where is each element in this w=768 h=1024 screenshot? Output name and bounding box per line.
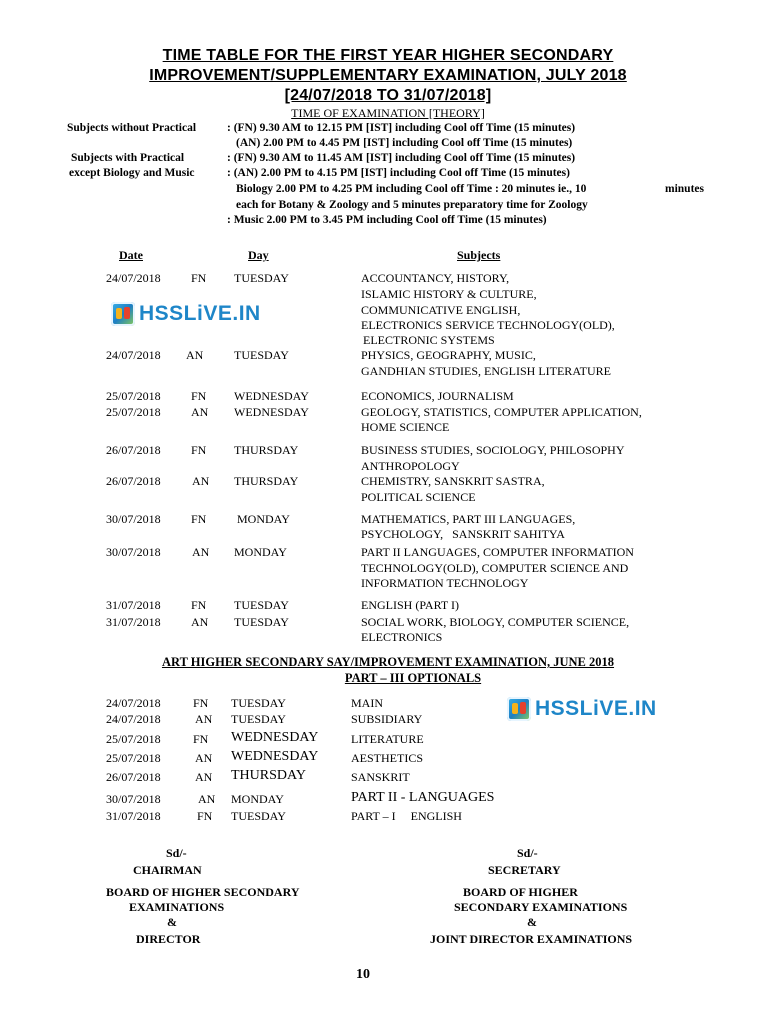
- row-date: 24/07/2018: [106, 271, 161, 285]
- biology-timing: Biology 2.00 PM to 4.25 PM including Cool off Time : 20 minutes ie., 10: [236, 183, 587, 195]
- art-section-subheading: PART – III OPTIONALS: [344, 671, 482, 685]
- music-timing: : Music 2.00 PM to 3.45 PM including Cool off Time (15 minutes): [227, 214, 547, 226]
- row-session: AN: [192, 474, 210, 488]
- row-subject-line: ELECTRONIC SYSTEMS: [363, 333, 495, 347]
- row-session: AN: [186, 348, 204, 362]
- row-day: WEDNESDAY: [234, 389, 309, 403]
- row-day: THURSDAY: [234, 443, 299, 457]
- title-line-2: IMPROVEMENT/SUPPLEMENTARY EXAMINATION, JULY 2018: [149, 67, 627, 84]
- row-subject-line: GANDHIAN STUDIES, ENGLISH LITERATURE: [361, 364, 611, 378]
- art-row-date: 25/07/2018: [106, 732, 161, 746]
- right-org-line-3: JOINT DIRECTOR EXAMINATIONS: [430, 932, 633, 946]
- without-practical-label: Subjects without Practical: [67, 122, 197, 134]
- with-practical-label: Subjects with Practical: [71, 152, 185, 164]
- col-day-header: Day: [248, 248, 269, 262]
- left-org-line-2: EXAMINATIONS: [129, 900, 225, 914]
- art-row-day: THURSDAY: [231, 768, 306, 783]
- row-subject-line: PHYSICS, GEOGRAPHY, MUSIC,: [361, 348, 536, 362]
- art-row-session: AN: [195, 712, 213, 726]
- hsslive-logo: [111, 302, 261, 326]
- row-date: 24/07/2018: [106, 348, 161, 362]
- hsslive-logo-icon: [111, 302, 135, 326]
- art-row-day: MONDAY: [231, 792, 284, 806]
- art-row-session: FN: [193, 696, 209, 710]
- row-date: 26/07/2018: [106, 443, 161, 457]
- chairman-title: CHAIRMAN: [133, 863, 202, 877]
- left-org-line-1: BOARD OF HIGHER SECONDARY: [106, 885, 300, 899]
- art-row-session: AN: [195, 751, 213, 765]
- right-sd: Sd/-: [517, 846, 538, 860]
- art-section-heading: ART HIGHER SECONDARY SAY/IMPROVEMENT EXAMINATION, JUNE 2018: [161, 655, 615, 669]
- row-subject-line: ACCOUNTANCY, HISTORY,: [361, 271, 510, 285]
- art-row-day: TUESDAY: [231, 809, 286, 823]
- exam-time-subtitle: TIME OF EXAMINATION [THEORY]: [291, 106, 485, 120]
- row-subject-line: BUSINESS STUDIES, SOCIOLOGY, PHILOSOPHY: [361, 443, 625, 457]
- title-line-1: TIME TABLE FOR THE FIRST YEAR HIGHER SECONDARY: [162, 47, 614, 64]
- art-row-subject: MAIN: [351, 696, 383, 710]
- row-date: 31/07/2018: [106, 598, 161, 612]
- row-subject-line: COMMUNICATIVE ENGLISH,: [361, 303, 521, 317]
- art-row-session: AN: [195, 770, 213, 784]
- art-row-session: AN: [198, 792, 216, 806]
- art-row-date: 26/07/2018: [106, 770, 161, 784]
- art-row-date: 24/07/2018: [106, 712, 161, 726]
- row-subject-line: ECONOMICS, JOURNALISM: [361, 389, 514, 403]
- hsslive-logo-text: HSSLiVE.IN: [139, 302, 261, 325]
- hsslive-logo-icon: [507, 697, 531, 721]
- row-day: TUESDAY: [234, 598, 289, 612]
- row-day: TUESDAY: [234, 271, 289, 285]
- art-row-day: WEDNESDAY: [231, 749, 319, 764]
- right-ampersand: &: [527, 915, 537, 929]
- art-row-day: WEDNESDAY: [231, 730, 319, 745]
- left-ampersand: &: [167, 915, 177, 929]
- row-day: TUESDAY: [234, 348, 289, 362]
- art-row-date: 31/07/2018: [106, 809, 161, 823]
- row-date: 26/07/2018: [106, 474, 161, 488]
- left-org-line-3: DIRECTOR: [136, 932, 201, 946]
- art-row-subject: PART – I ENGLISH: [351, 809, 462, 823]
- art-row-subject: SANSKRIT: [351, 770, 410, 784]
- row-subject-line: ANTHROPOLOGY: [361, 459, 460, 473]
- row-subject-line: CHEMISTRY, SANSKRIT SASTRA,: [361, 474, 545, 488]
- art-row-date: 24/07/2018: [106, 696, 161, 710]
- row-subject-line: ELECTRONICS: [361, 630, 443, 644]
- row-date: 30/07/2018: [106, 545, 161, 559]
- row-subject-line: GEOLOGY, STATISTICS, COMPUTER APPLICATION,: [361, 405, 642, 419]
- row-subject-line: ENGLISH (PART I): [361, 598, 459, 612]
- row-day: WEDNESDAY: [234, 405, 309, 419]
- row-day: TUESDAY: [234, 615, 289, 629]
- art-row-day: TUESDAY: [231, 712, 286, 726]
- row-date: 25/07/2018: [106, 389, 161, 403]
- row-session: AN: [191, 615, 209, 629]
- right-org-line-2: SECONDARY EXAMINATIONS: [454, 900, 628, 914]
- art-row-day: TUESDAY: [231, 696, 286, 710]
- row-subject-line: HOME SCIENCE: [361, 420, 450, 434]
- row-session: FN: [191, 443, 207, 457]
- with-practical-an: : (AN) 2.00 PM to 4.15 PM [IST] including Cool off Time (15 minutes): [227, 167, 570, 179]
- row-subject-line: PSYCHOLOGY, SANSKRIT SAHITYA: [361, 527, 565, 541]
- row-subject-line: ISLAMIC HISTORY & CULTURE,: [361, 287, 537, 301]
- art-row-session: FN: [193, 732, 209, 746]
- row-subject-line: INFORMATION TECHNOLOGY: [361, 576, 529, 590]
- row-day: MONDAY: [237, 512, 290, 526]
- secretary-title: SECRETARY: [488, 863, 561, 877]
- with-practical-label-2: except Biology and Music: [69, 167, 195, 179]
- row-date: 31/07/2018: [106, 615, 161, 629]
- page-number: 10: [356, 967, 370, 982]
- title-line-3: [24/07/2018 TO 31/07/2018]: [284, 87, 492, 104]
- col-subjects-header: Subjects: [457, 248, 501, 262]
- row-subject-line: ELECTRONICS SERVICE TECHNOLOGY(OLD),: [361, 318, 615, 332]
- row-subject-line: MATHEMATICS, PART III LANGUAGES,: [361, 512, 576, 526]
- with-practical-fn: : (FN) 9.30 AM to 11.45 AM [IST] including Cool off Time (15 minutes): [227, 152, 576, 164]
- row-subject-line: PART II LANGUAGES, COMPUTER INFORMATION: [361, 545, 634, 559]
- col-date-header: Date: [119, 248, 143, 262]
- hsslive-logo: [507, 697, 657, 721]
- without-practical-an: (AN) 2.00 PM to 4.45 PM [IST] including Cool off Time (15 minutes): [236, 137, 573, 149]
- row-session: FN: [191, 271, 207, 285]
- hsslive-logo-text: HSSLiVE.IN: [535, 697, 657, 720]
- row-subject-line: SOCIAL WORK, BIOLOGY, COMPUTER SCIENCE,: [361, 615, 630, 629]
- art-row-subject: SUBSIDIARY: [351, 712, 423, 726]
- row-subject-line: TECHNOLOGY(OLD), COMPUTER SCIENCE AND: [361, 561, 629, 575]
- row-session: FN: [191, 389, 207, 403]
- art-row-subject: LITERATURE: [351, 732, 424, 746]
- row-day: MONDAY: [234, 545, 287, 559]
- row-day: THURSDAY: [234, 474, 299, 488]
- row-session: FN: [191, 512, 207, 526]
- row-session: AN: [192, 545, 210, 559]
- art-row-date: 25/07/2018: [106, 751, 161, 765]
- right-org-line-1: BOARD OF HIGHER: [463, 885, 578, 899]
- art-row-session: FN: [197, 809, 213, 823]
- row-date: 30/07/2018: [106, 512, 161, 526]
- left-sd: Sd/-: [166, 846, 187, 860]
- biology-timing-2: each for Botany & Zoology and 5 minutes preparatory time for Zoology: [236, 199, 588, 211]
- row-date: 25/07/2018: [106, 405, 161, 419]
- art-row-subject: AESTHETICS: [351, 751, 423, 765]
- row-session: FN: [191, 598, 207, 612]
- art-row-subject: PART II - LANGUAGES: [351, 790, 495, 805]
- without-practical-fn: : (FN) 9.30 AM to 12.15 PM [IST] including Cool off Time (15 minutes): [227, 122, 576, 134]
- row-session: AN: [191, 405, 209, 419]
- art-row-date: 30/07/2018: [106, 792, 161, 806]
- biology-timing-tail: minutes: [665, 183, 704, 195]
- row-subject-line: POLITICAL SCIENCE: [361, 490, 476, 504]
